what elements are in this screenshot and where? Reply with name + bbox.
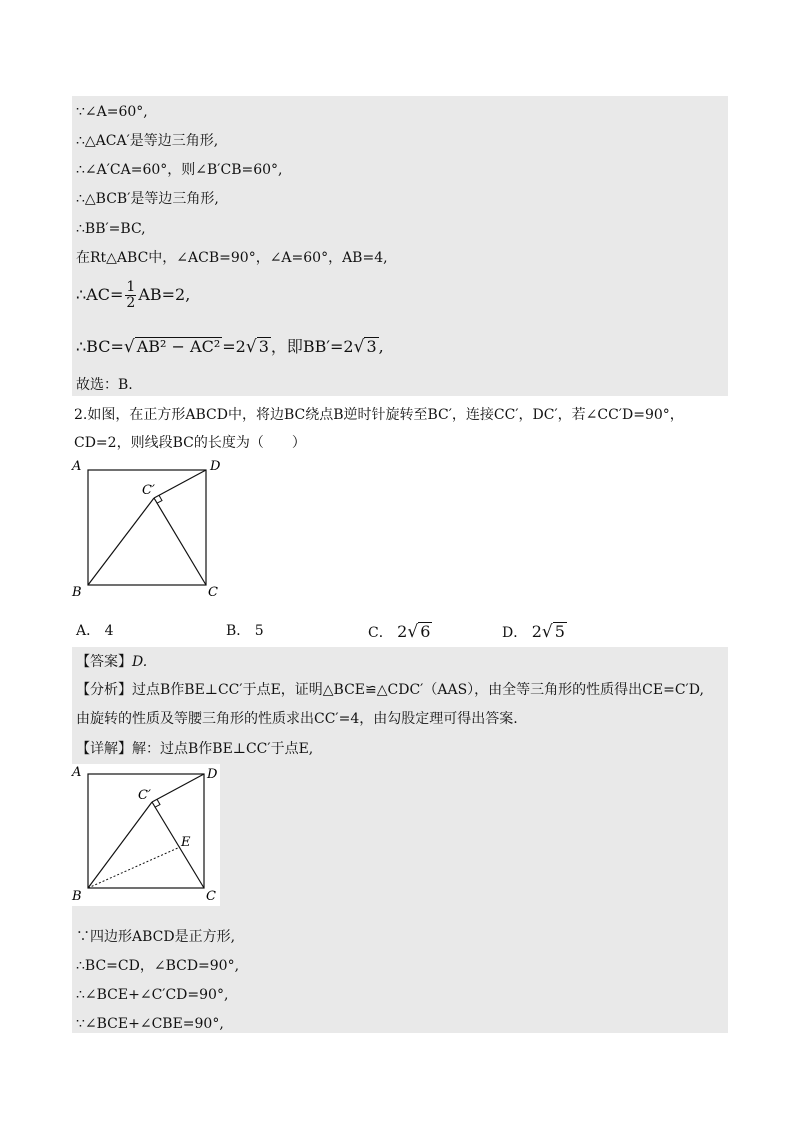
radicand: 3	[366, 337, 377, 356]
option-value: 4	[104, 623, 114, 639]
option-radicand: 5	[554, 622, 565, 641]
sqrt-sign: √	[353, 337, 365, 357]
analysis-line: 由旋转的性质及等腰三角形的性质求出CC′=4，由勾股定理可得出答案.	[76, 711, 518, 727]
fraction-numerator: 1	[126, 279, 136, 295]
solution-line: 在Rt△ABC中，∠ACB=90°，∠A=60°，AB=4,	[76, 250, 388, 266]
vertex-label-d: D	[210, 459, 221, 474]
solution-line: ∴∠A′CA=60°，则∠B′CB=60°,	[76, 162, 283, 178]
detail-text: 解：过点B作BE⊥CC′于点E,	[132, 741, 314, 757]
vertex-label-d: D	[207, 767, 218, 782]
detail-line	[76, 740, 313, 758]
point-label-e: E	[181, 835, 191, 850]
solution-line: ∴△ACA′是等边三角形,	[76, 133, 219, 149]
option-c[interactable]	[368, 622, 432, 642]
radicand: AB² − AC²	[136, 337, 221, 356]
solution-line: ∴BB′=BC,	[76, 221, 146, 237]
step-line: ∴∠BCE+∠C′CD=90°,	[76, 987, 229, 1003]
solution-line: ∴△BCB′是等边三角形,	[76, 191, 219, 207]
detail-label: 【详解】	[76, 741, 132, 757]
analysis-line	[76, 681, 704, 699]
sqrt-sign: √	[245, 337, 257, 357]
option-d[interactable]	[502, 622, 567, 642]
solution-line: ∵∠A=60°,	[76, 104, 148, 120]
formula-text: AB=2,	[138, 285, 191, 304]
option-b[interactable]	[226, 622, 264, 640]
vertex-label-a: A	[72, 765, 82, 780]
sqrt-sign: √	[123, 337, 135, 357]
answer-line	[76, 653, 147, 671]
question-text: 2.如图，在正方形ABCD中，将边BC绕点B逆时针旋转至BC′，连接CC′，DC′，若∠CC′D=90°，	[74, 407, 684, 423]
formula-text: ，即BB′=2	[270, 337, 354, 356]
question-text: CD=2，则线段BC的长度为（ ）	[74, 435, 306, 451]
answer-label: 【答案】	[76, 654, 132, 670]
formula-text: ,	[378, 337, 384, 356]
solution-radical-line	[76, 337, 384, 356]
solution-line: 故选：B.	[76, 377, 133, 393]
option-value: 5	[254, 623, 264, 639]
answer-value: D.	[132, 654, 148, 670]
analysis-label: 【分析】	[76, 682, 132, 698]
radicand: 3	[258, 337, 269, 356]
option-letter: A．	[76, 623, 101, 639]
option-value-coef: 2	[397, 622, 408, 641]
vertex-label-c: C	[208, 585, 218, 600]
vertex-label-c: C	[206, 889, 216, 904]
sqrt-sign: √	[407, 622, 419, 642]
fraction	[125, 280, 136, 311]
option-radicand: 6	[420, 622, 431, 641]
option-letter: C．	[368, 625, 393, 641]
formula-text: ∴AC=	[76, 285, 124, 304]
option-letter: B．	[226, 623, 251, 639]
formula-text: ∴BC=	[76, 337, 124, 356]
option-a[interactable]	[76, 622, 114, 640]
vertex-label-c-prime: C′	[138, 788, 151, 803]
sqrt-sign: √	[541, 622, 553, 642]
square-figure-with-e	[70, 764, 220, 906]
formula-text: =2	[222, 337, 246, 356]
vertex-label-c-prime: C′	[142, 483, 155, 498]
step-line: ∵四边形ABCD是正方形,	[76, 929, 236, 945]
vertex-label-a: A	[72, 459, 82, 474]
vertex-label-b: B	[72, 889, 82, 904]
option-letter: D．	[502, 625, 528, 641]
step-line: ∴BC=CD，∠BCD=90°,	[76, 958, 240, 974]
analysis-text: 过点B作BE⊥CC′于点E，证明△BCE≌△CDC′（AAS），由全等三角形的性质得出CE=C′D,	[132, 682, 704, 698]
vertex-label-b: B	[72, 585, 82, 600]
step-line: ∵∠BCE+∠CBE=90°,	[76, 1016, 224, 1032]
solution-fraction-line	[76, 280, 190, 311]
square-figure	[70, 458, 230, 603]
fraction-denominator: 2	[126, 295, 136, 311]
option-value-coef: 2	[531, 622, 542, 641]
